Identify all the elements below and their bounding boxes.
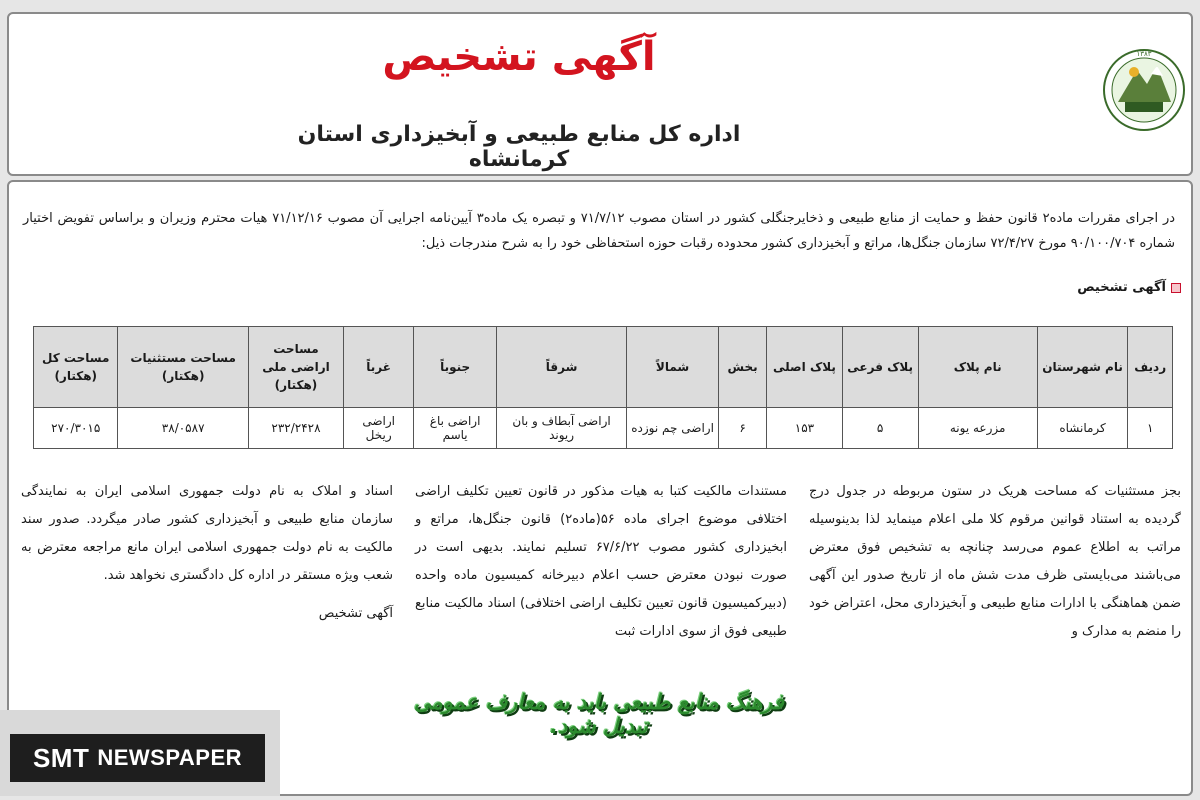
table-cell: اراضی ریخل — [344, 408, 414, 449]
table-cell: اراضی چم نوزده — [627, 408, 719, 449]
table-row — [34, 408, 1173, 449]
column-text: اسناد و املاک به نام دولت جمهوری اسلامی ایران به نمایندگی سازمان منابع طبیعی و آبخیزداری کشور صادر میگردد. صدور سند مالکیت به نام دولت جمهوری اسلامی ایران مانع مراجعه معترض به شعب ویژه مستقر در اداره کل دادگستری نخواهد شد. — [21, 484, 393, 583]
header-cell: مساحت اراضی ملی (هکتار) — [248, 327, 343, 408]
bullet-square-icon — [1171, 283, 1181, 293]
table-cell: ۵ — [842, 408, 918, 449]
body-box — [7, 180, 1193, 796]
property-table — [33, 326, 1173, 449]
header-cell: پلاک فرعی — [842, 327, 918, 408]
slogan: فرهنگ منابع طبیعی باید به معارف عمومی تبدیل شود. — [414, 690, 784, 738]
intro-paragraph: در اجرای مقررات ماده۲ قانون حفظ و حمایت از منابع طبیعی و ذخایرجنگلی کشور در استان مصوب ۷۱/۷/۱۲ و تبصره یک ماده۳ آیین‌نامه اجرایی آن مصوب ۷۱/۱۲/۱۶ هیات محترم وزیران و براساس تفویض اختیار شماره ۹۰/۱۰۰/۷۰۴ مورخ ۷۲/۴/۲۷ سازمان جنگل‌ها، مراتع و آبخیزداری کشور محدوده رقبات حوزه استحفاظی خود را به شرح مندرجات ذیل: — [23, 211, 1176, 251]
header-cell: بخش — [719, 327, 767, 408]
table-cell: ۶ — [719, 408, 767, 449]
body-column-1 — [809, 478, 1181, 668]
header-cell: مساحت مستثنیات (هکتار) — [118, 327, 248, 408]
header-cell: مساحت کل (هکتار) — [34, 327, 118, 408]
table-cell: ۱۵۳ — [767, 408, 843, 449]
header-cell: پلاک اصلی — [767, 327, 843, 408]
table-cell: اراضی آبطاف و بان ریوند — [497, 408, 627, 449]
table-cell: کرمانشاه — [1037, 408, 1128, 449]
notice-tag — [1077, 280, 1181, 295]
header-cell: نام شهرستان — [1037, 327, 1128, 408]
notice-subtitle: اداره کل منابع طبیعی و آبخیزداری استان کرمانشاه — [297, 122, 741, 172]
organization-logo — [1101, 20, 1187, 160]
header-cell: شرقاً — [497, 327, 627, 408]
body-column-3 — [21, 478, 393, 668]
notice-tag-label: آگهی تشخیص — [1077, 280, 1166, 295]
column-text: مستندات مالکیت کتبا به هیات مذکور در قانون تعیین تکلیف اراضی اختلافی موضوع اجرای ماده ۵۶(ماده۲) قانون جنگل‌ها، مراتع و ابخیزداری کشور مصوب ۶۷/۶/۲۲ تسلیم نمایند. بدیهی است در صورت نبودن معترض حسب اعلام دبیرخانه کمیسیون ماده واحده (دبیرکمیسیون قانون تعیین تکلیف اراضی اختلافی) اسناد مالکیت منابع طبیعی فوق از سوی ادارات ثبت — [415, 484, 788, 639]
table-cell: ۱ — [1128, 408, 1173, 449]
table-header-row — [34, 327, 1173, 408]
table-cell: ۳۸/۰۵۸۷ — [118, 408, 248, 449]
table-cell: ۲۳۲/۲۴۲۸ — [248, 408, 343, 449]
table-cell: مزرعه یونه — [918, 408, 1037, 449]
table-cell: ۲۷۰/۳۰۱۵ — [34, 408, 118, 449]
header-cell: جنوباً — [414, 327, 497, 408]
header-cell: شمالاً — [627, 327, 719, 408]
newspaper-brand — [10, 734, 265, 782]
header-cell: غرباً — [344, 327, 414, 408]
logo-year: ۱۳۸۳ — [1136, 50, 1152, 58]
table-cell: اراضی باغ یاسم — [414, 408, 497, 449]
header-box — [7, 12, 1193, 176]
header-cell: نام پلاک — [918, 327, 1037, 408]
notice-title: آگهی تشخیص — [382, 34, 656, 80]
brand-part-1: SMT — [32, 742, 90, 773]
watermark-banner — [0, 710, 280, 796]
body-column-2 — [415, 478, 787, 668]
brand-part-2: NEWSPAPER — [97, 745, 243, 770]
header-cell: ردیف — [1128, 327, 1173, 408]
signature: آگهی تشخیص — [318, 606, 393, 621]
column-text: بجز مستثنیات که مساحت هریک در ستون مربوطه در جدول درج گردیده به استناد قوانین مرقوم کلا ملی اعلام مینماید لذا بدینوسیله مراتب به اطلاع عموم می‌رسد چنانچه به تشخیص فوق معترض می‌باشند می‌بایستی ظرف مدت شش ماه از تاریخ صدور این آگهی ضمن هماهنگی با ادارات منابع طبیعی و آبخیزداری محل، اعتراض خود را منضم به مدارک و — [809, 484, 1181, 639]
body-columns — [21, 478, 1181, 668]
